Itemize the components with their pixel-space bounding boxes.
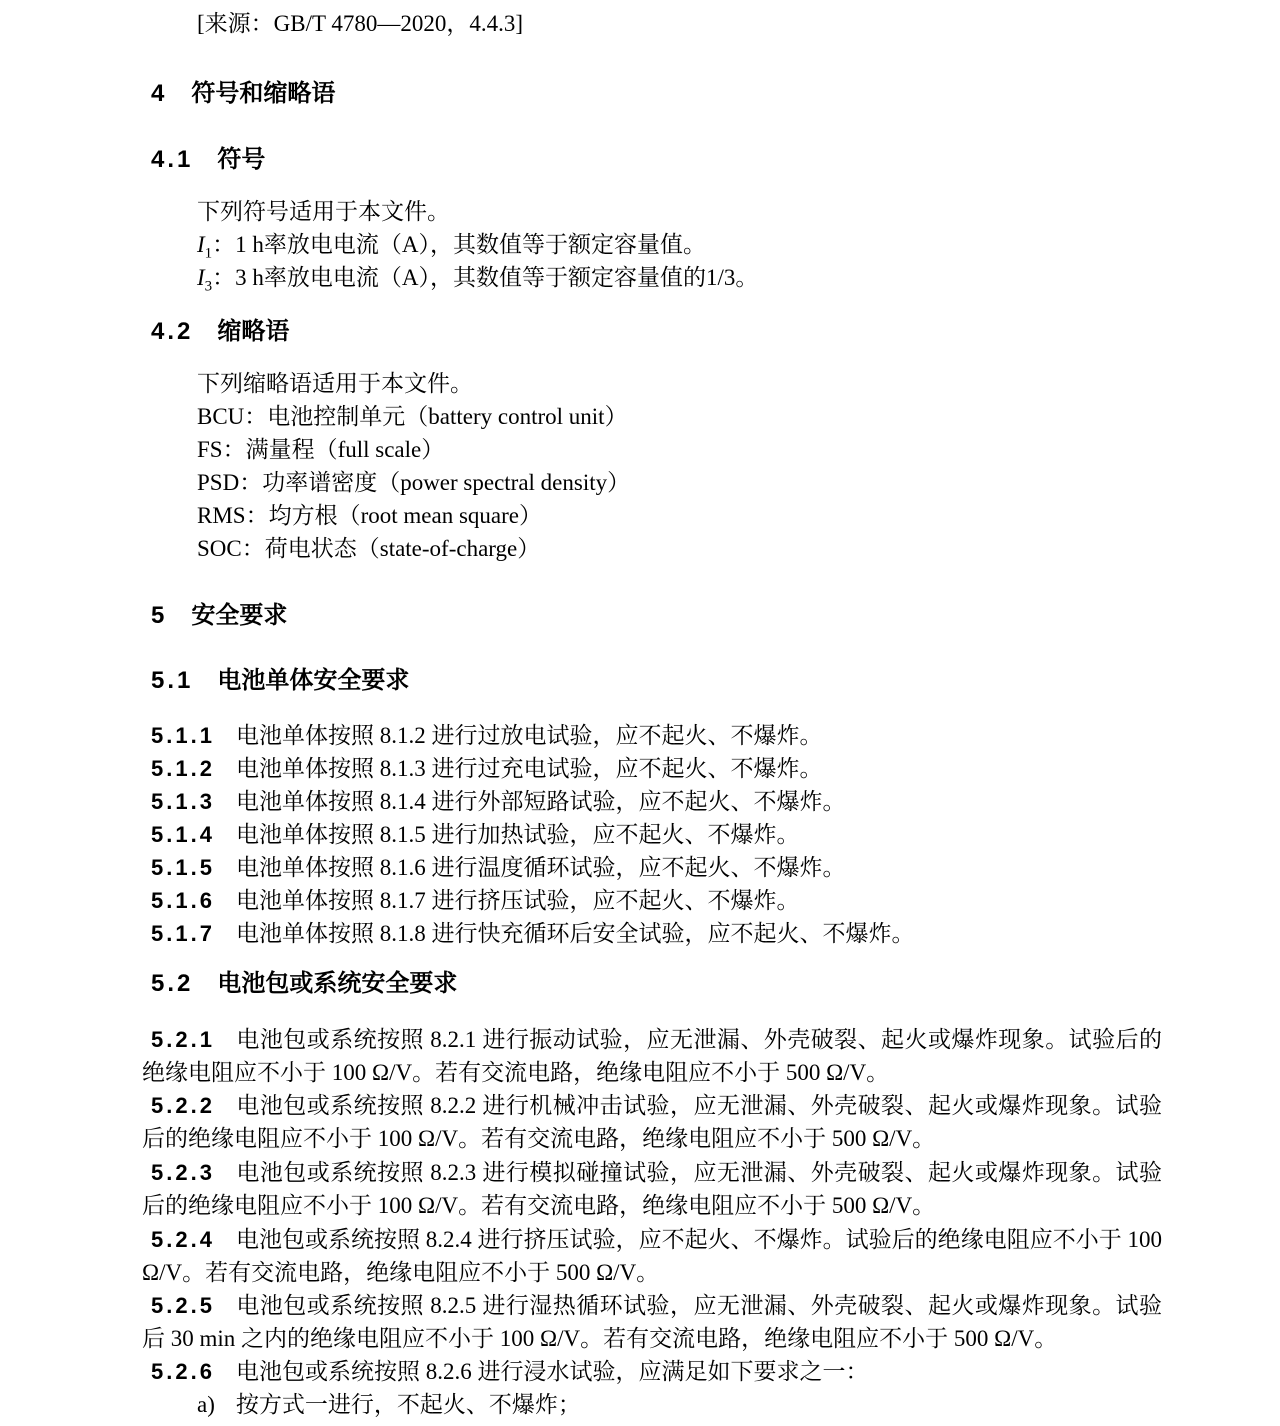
section-4-number: 4 <box>151 80 168 107</box>
section-5-1-number: 5.1 <box>151 667 194 694</box>
clause-text: 电池单体按照 8.1.5 进行加热试验，应不起火、不爆炸。 <box>235 822 800 847</box>
clause-5-1-2 <box>142 752 1162 785</box>
abbreviation-item: BCU：电池控制单元（battery control unit） <box>197 404 628 429</box>
list-item-text: 按方式一进行，不起火、不爆炸； <box>235 1392 581 1417</box>
clause-5-1-4 <box>142 818 1162 851</box>
section-5-2-number: 5.2 <box>151 970 194 997</box>
clause-number: 5.1.6 <box>151 888 215 913</box>
clause-number: 5.1.4 <box>151 822 215 847</box>
clause-number: 5.2.1 <box>151 1027 215 1052</box>
clause-number: 5.1.5 <box>151 855 215 880</box>
abbreviation-item: FS：满量程（full scale） <box>197 437 445 462</box>
abbreviation-item: SOC：荷电状态（state-of-charge） <box>197 536 541 561</box>
clause-5-1-6 <box>142 884 1162 917</box>
clause-text: 电池包或系统按照 8.2.1 进行振动试验，应无泄漏、外壳破裂、起火或爆炸现象。试验后的绝缘电阻应不小于 100 Ω/V。若有交流电路，绝缘电阻应不小于 500 Ω/V。 <box>142 1027 1162 1085</box>
abbreviation-item: RMS：均方根（root mean square） <box>197 503 542 528</box>
clause-text: 电池包或系统按照 8.2.5 进行湿热循环试验，应无泄漏、外壳破裂、起火或爆炸现象。试验后 30 min 之内的绝缘电阻应不小于 100 Ω/V。若有交流电路，绝缘电阻应不小于 500 Ω/V。 <box>142 1293 1162 1351</box>
symbol-subscript-1: 1 <box>204 245 213 262</box>
clause-text: 电池单体按照 8.1.8 进行快充循环后安全试验，应不起火、不爆炸。 <box>235 921 915 946</box>
symbol-subscript-3: 3 <box>204 278 213 295</box>
clause-text: 电池包或系统按照 8.2.2 进行机械冲击试验，应无泄漏、外壳破裂、起火或爆炸现象。试验后的绝缘电阻应不小于 100 Ω/V。若有交流电路，绝缘电阻应不小于 500 Ω/V。 <box>142 1093 1162 1151</box>
section-4-2-heading <box>142 315 1162 348</box>
clause-5-1-3 <box>142 785 1162 818</box>
section-5-1-title: 电池单体安全要求 <box>217 667 410 694</box>
symbol-definition <box>197 228 1162 261</box>
symbol-base-i1: I <box>197 232 205 257</box>
abbreviations-intro: 下列缩略语适用于本文件。 <box>197 371 473 396</box>
section-4-2-title: 缩略语 <box>217 318 290 345</box>
list-item-marker: a) <box>197 1392 215 1417</box>
clause-5-2-2 <box>142 1089 1162 1155</box>
section-5-title: 安全要求 <box>191 602 288 629</box>
clause-text: 电池单体按照 8.1.4 进行外部短路试验，应不起火、不爆炸。 <box>235 789 846 814</box>
clause-number: 5.1.1 <box>151 723 215 748</box>
section-4-1-number: 4.1 <box>151 146 194 173</box>
clause-number: 5.1.7 <box>151 921 215 946</box>
clause-number: 5.2.6 <box>151 1359 215 1384</box>
clause-text: 电池单体按照 8.1.3 进行过充电试验，应不起火、不爆炸。 <box>235 756 823 781</box>
clause-number: 5.2.5 <box>151 1293 215 1318</box>
clause-number: 5.1.3 <box>151 789 215 814</box>
clause-5-1-5 <box>142 851 1162 884</box>
section-5-2-heading <box>142 967 1162 1000</box>
symbol-base-i3: I <box>197 265 205 290</box>
clause-text: 电池单体按照 8.1.6 进行温度循环试验，应不起火、不爆炸。 <box>235 855 846 880</box>
clause-text: 电池单体按照 8.1.2 进行过放电试验，应不起火、不爆炸。 <box>235 723 823 748</box>
clause-text: 电池包或系统按照 8.2.3 进行模拟碰撞试验，应无泄漏、外壳破裂、起火或爆炸现象。试验后的绝缘电阻应不小于 100 Ω/V。若有交流电路，绝缘电阻应不小于 500 Ω/V。 <box>142 1160 1162 1218</box>
abbreviation-item: PSD：功率谱密度（power spectral density） <box>197 470 631 495</box>
symbols-intro: 下列符号适用于本文件。 <box>197 199 450 224</box>
symbol-description: ：1 h率放电电流（A），其数值等于额定容量值。 <box>212 232 707 257</box>
clause-5-1-7 <box>142 917 1162 950</box>
source-note: [来源：GB/T 4780—2020，4.4.3] <box>197 11 524 36</box>
clause-5-2-4 <box>142 1223 1162 1289</box>
clause-number: 5.1.2 <box>151 756 215 781</box>
symbol-definition <box>197 261 1162 294</box>
clause-text: 电池包或系统按照 8.2.4 进行挤压试验，应不起火、不爆炸。试验后的绝缘电阻应不小于 100 Ω/V。若有交流电路，绝缘电阻应不小于 500 Ω/V。 <box>142 1227 1162 1285</box>
section-4-1-heading <box>142 143 1162 176</box>
clause-5-2-1 <box>142 1023 1162 1089</box>
clause-number: 5.2.4 <box>151 1227 215 1252</box>
section-5-heading <box>142 599 1162 632</box>
section-5-2-title: 电池包或系统安全要求 <box>217 970 458 997</box>
clause-number: 5.2.2 <box>151 1093 215 1118</box>
section-4-heading <box>142 77 1162 110</box>
section-4-1-title: 符号 <box>217 146 266 173</box>
symbol-description: ：3 h率放电电流（A），其数值等于额定容量值的1/3。 <box>212 265 759 290</box>
list-item-a <box>197 1388 1162 1421</box>
clause-5-2-6 <box>142 1355 1162 1388</box>
section-4-title: 符号和缩略语 <box>191 80 336 107</box>
clause-5-2-3 <box>142 1156 1162 1222</box>
clause-5-1-1 <box>142 719 1162 752</box>
clause-text: 电池包或系统按照 8.2.6 进行浸水试验，应满足如下要求之一： <box>235 1359 869 1384</box>
clause-text: 电池单体按照 8.1.7 进行挤压试验，应不起火、不爆炸。 <box>235 888 800 913</box>
clause-5-2-5 <box>142 1289 1162 1355</box>
clause-number: 5.2.3 <box>151 1160 215 1185</box>
section-5-number: 5 <box>151 602 168 629</box>
section-4-2-number: 4.2 <box>151 318 194 345</box>
section-5-1-heading <box>142 664 1162 697</box>
